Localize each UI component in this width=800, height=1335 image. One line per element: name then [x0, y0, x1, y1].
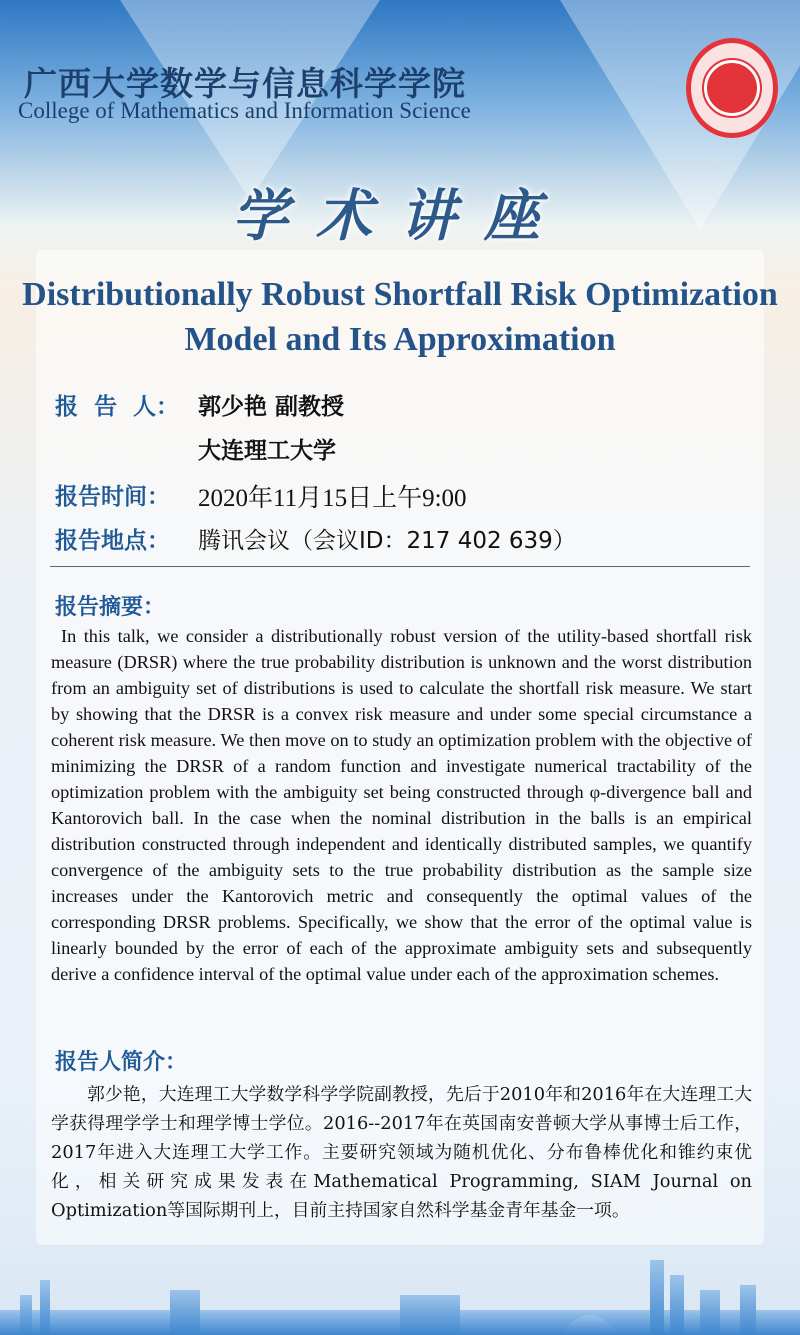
place-label: 报告地点：: [55, 528, 170, 554]
speaker-affiliation: 大连理工大学: [198, 438, 336, 464]
talk-title: Distributionally Robust Shortfall Risk Optimization Model and Its Approximation: [22, 276, 778, 358]
banner-title: 学术讲座: [232, 183, 568, 249]
bio-heading: 报告人简介：: [55, 1050, 188, 1075]
talk-time: 2020年11月15日上午9:00: [198, 485, 467, 512]
bio-text: 郭少艳，大连理工大学数学科学学院副教授，先后于2010年和2016年在大连理工大学获得理学学士和理学博士学位。2016--2017年在英国南安普顿大学从事博士后工作，2017年进入大连理工大学工作。主要研究领域为随机优化、分布鲁棒优化和锥约束优化，相关研究成果发表在Mathematical Programming, SIAM Journal on Optimization等国际期刊上，目前主持国家自然科学基金青年基金一项。: [51, 1084, 752, 1221]
college-name-cn: 广西大学数学与信息科学学院: [24, 64, 466, 103]
abstract-text: In this talk, we consider a distributionally robust version of the utility-based shortfall risk measure (DRSR) where the true probability distribution is unknown and the worst distribution from an ambiguity set of distributions is used to calculate the shortfall risk measure. We start by showing that the DRSR is a convex risk measure and under some special circumstance a coherent risk measure. We then move on to study an optimization problem with the objective of minimizing the DRSR of a random function and investigate numerical tractability of the optimization problem with the ambiguity set being constructed through φ-divergence ball and Kantorovich ball. In the case when the nominal distribution in the balls is an empirical distribution constructed through independent and identically distributed samples, we quantify convergence of the ambiguity sets to the true probability distribution as the sample size increases under the Kantorovich metric and consequently the optimal values of the corresponding DRSR problems. Specifically, we show that the error of the optimal value is linearly bounded by the error of each of the approximate ambiguity sets and subsequently derive a confidence interval of the optimal value under each of the approximation schemes.: [51, 626, 752, 984]
city-skyline-illustration: [0, 1240, 800, 1335]
talk-place: 腾讯会议（会议ID：217 402 639）: [198, 528, 576, 554]
divider: [50, 566, 750, 567]
speaker-name: 郭少艳 副教授: [198, 394, 345, 420]
university-seal-icon: [686, 38, 778, 138]
time-label: 报告时间：: [55, 484, 170, 510]
abstract-heading: 报告摘要：: [55, 595, 166, 620]
speaker-label: 报 告 人：: [55, 394, 180, 420]
college-name-en: College of Mathematics and Information Science: [18, 98, 471, 123]
